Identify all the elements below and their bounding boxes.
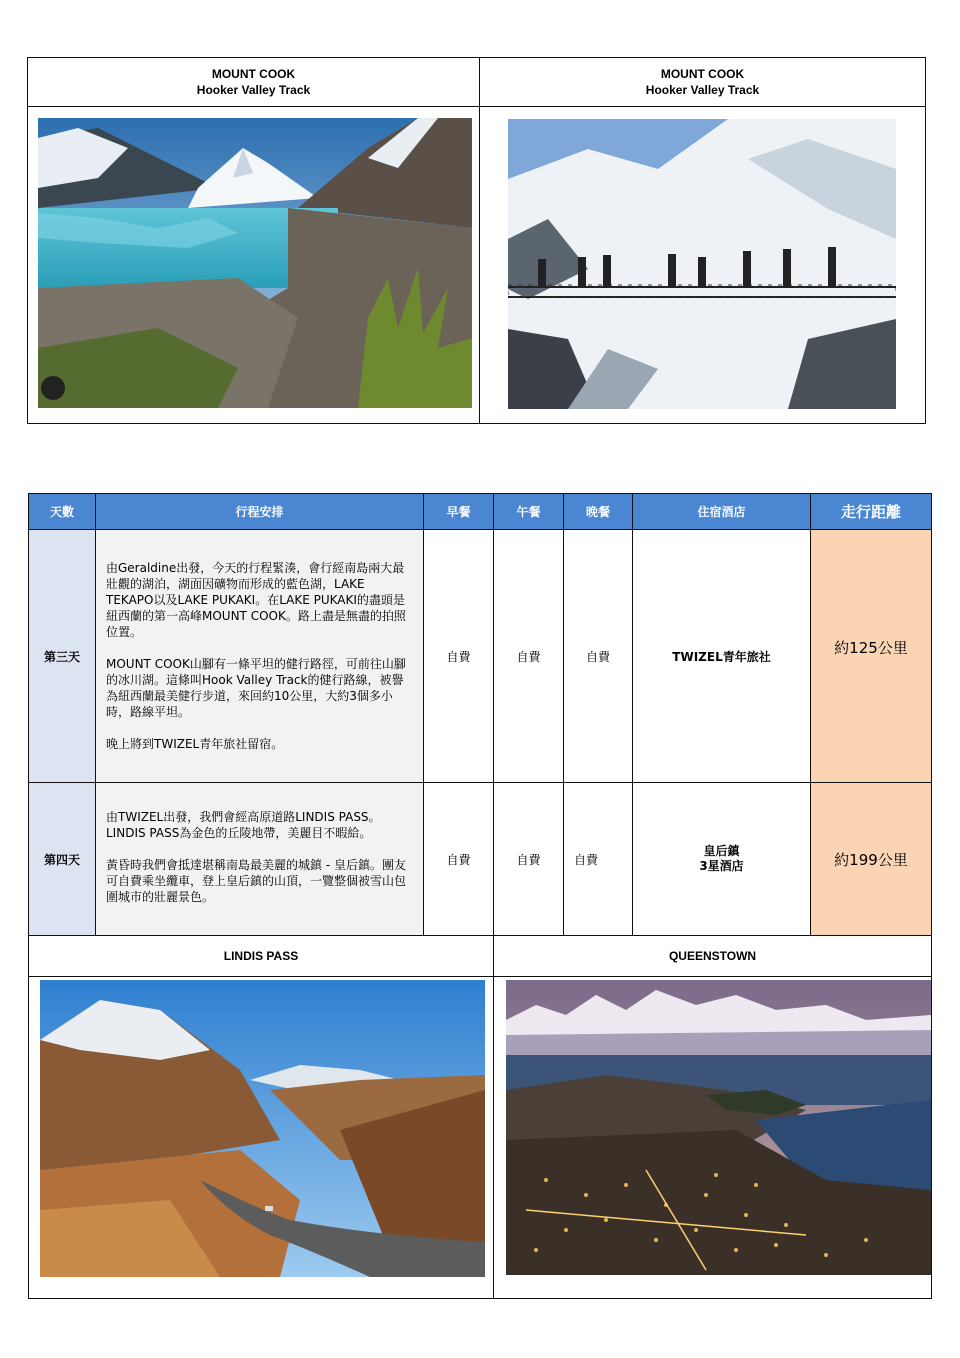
caption-subtitle: Hooker Valley Track — [196, 83, 311, 97]
header-breakfast: 早餐 — [424, 494, 494, 529]
schedule-cell — [96, 783, 424, 935]
hooker-lake-photo — [38, 118, 472, 408]
lunch-cell: 自費 — [494, 530, 564, 782]
lindis-pass-photo — [40, 980, 485, 1277]
breakfast-cell: 自費 — [424, 783, 494, 935]
schedule-text — [106, 560, 413, 752]
swing-bridge-photo — [508, 119, 896, 409]
top-left-caption — [28, 58, 479, 106]
header-hotel: 住宿酒店 — [633, 494, 811, 529]
top-section-divider — [479, 57, 480, 424]
header-schedule: 行程安排 — [96, 494, 424, 529]
caption-subtitle: Hooker Valley Track — [645, 83, 760, 97]
hotel-cell — [633, 530, 811, 782]
day-cell: 第四天 — [29, 783, 96, 935]
header-lunch: 午餐 — [494, 494, 564, 529]
caption-title: MOUNT COOK — [211, 67, 296, 81]
schedule-paragraph: 黃昏時我們會抵達堪稱南島最美麗的城鎮 - 皇后鎮。團友可自費乘坐纜車，登上皇后鎮的山頂，一覽整個被雪山包圍城市的壯麗景色。 — [106, 858, 407, 904]
hotel-cell — [633, 783, 811, 935]
caption-title: LINDIS PASS — [223, 949, 299, 963]
dinner-cell: 自費 — [564, 783, 633, 935]
bottom-right-caption — [494, 936, 931, 976]
bottom-section-divider — [493, 935, 494, 1299]
distance-cell: 約199公里 — [811, 783, 931, 935]
schedule-paragraph: 晚上將到TWIZEL青年旅社留宿。 — [106, 737, 284, 751]
bottom-left-caption — [29, 936, 493, 976]
breakfast-cell: 自費 — [424, 530, 494, 782]
top-right-caption — [480, 58, 925, 106]
schedule-paragraph: MOUNT COOK山腳有一條平坦的健行路徑，可前往山腳的冰川湖。這條叫Hook Valley Track的健行路線，被譽為紐西蘭最美健行步道，來回約10公里，大約3個多小時，路線平坦。 — [106, 657, 406, 719]
day-cell: 第三天 — [29, 530, 96, 782]
dinner-cell: 自費 — [564, 530, 633, 782]
hotel-city: 皇后鎮 — [703, 844, 740, 858]
hotel-name: TWIZEL青年旅社 — [672, 649, 771, 664]
header-distance: 走行距離 — [811, 494, 931, 529]
top-caption-divider — [27, 106, 926, 107]
distance-cell: 約125公里 — [811, 530, 931, 782]
caption-title: QUEENSTOWN — [668, 949, 757, 963]
caption-title: MOUNT COOK — [660, 67, 745, 81]
schedule-paragraph: 由TWIZEL出發，我們會經高原道路LINDIS PASS。LINDIS PASS為金色的丘陵地帶，美麗目不暇給。 — [106, 810, 381, 840]
header-day: 天數 — [29, 494, 96, 529]
lunch-cell: 自費 — [494, 783, 564, 935]
schedule-paragraph: 由Geraldine出發，今天的行程緊湊，會行經南島兩大最壯觀的湖泊，湖面因礦物而形成的藍色湖，LAKE TEKAPO以及LAKE PUKAKI。在LAKE PUKAKI的盡頭是紐西蘭的第一高峰MOUNT COOK。路上盡是無盡的拍照位置。 — [106, 561, 406, 639]
queenstown-photo — [506, 980, 931, 1275]
hotel-rating: 3星酒店 — [699, 859, 744, 873]
schedule-cell — [96, 530, 424, 782]
schedule-text — [106, 809, 413, 905]
header-dinner: 晚餐 — [564, 494, 633, 529]
bottom-caption-divider — [28, 976, 932, 977]
